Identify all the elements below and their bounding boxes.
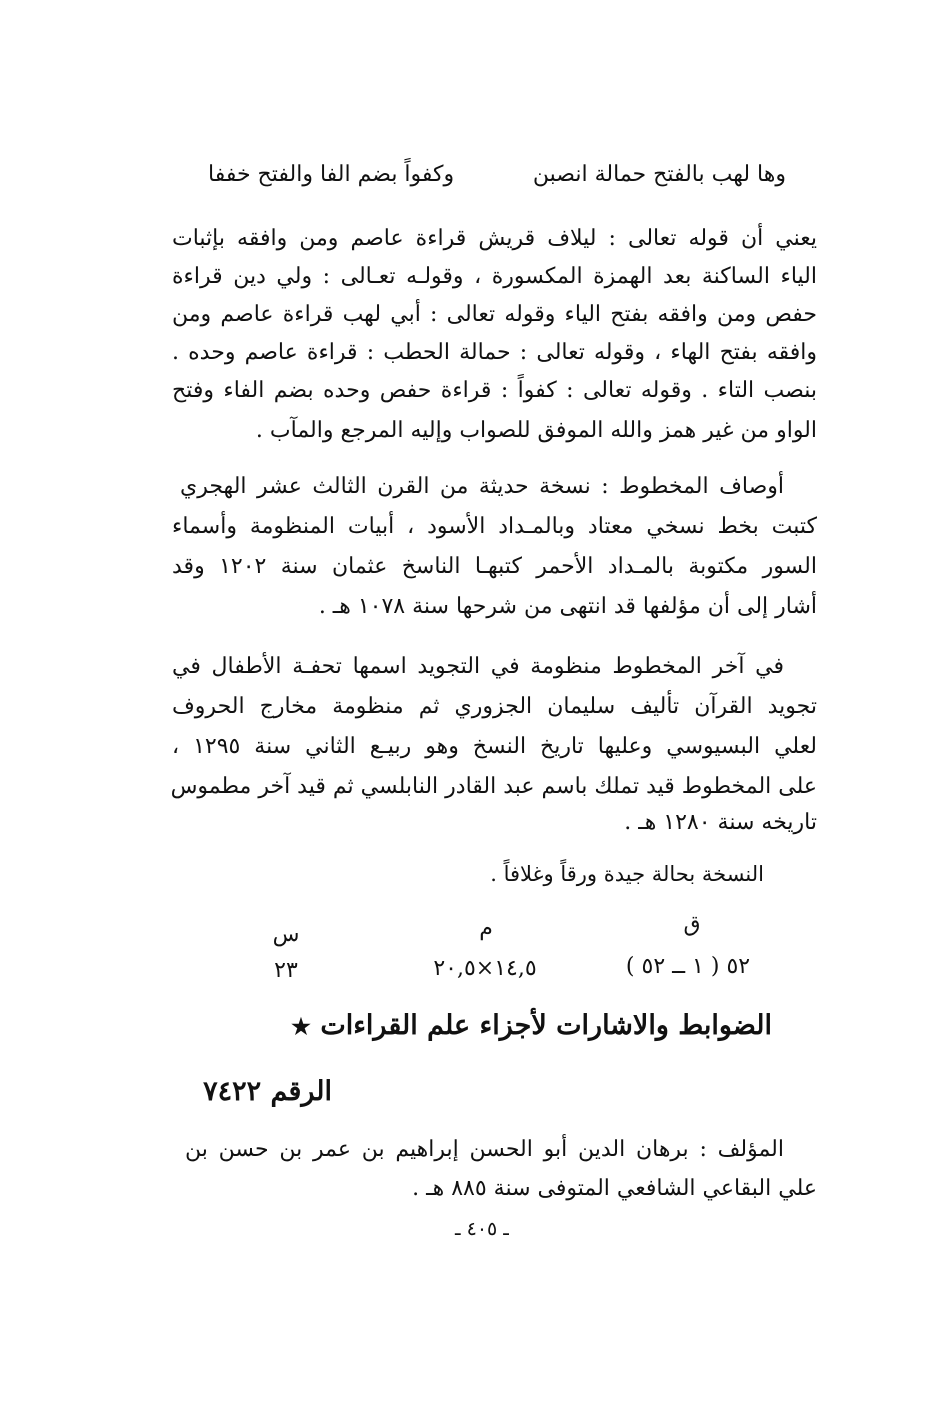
star-icon: ★ [291,1014,311,1040]
commentary-line: الياء الساكنة بعد الهمزة المكسورة ، وقولـه تعـالى : ولي دين قراءة [172,264,817,289]
entry-number: الرقم ٧٤٢٢ [203,1076,332,1107]
specs-header-pages: ق [683,912,701,937]
commentary-line: بنصب التاء . وقوله تعالى : كفواً : قراءة حفص وحده بضم الفاء وفتح [172,378,817,403]
description-line: كتبت بخط نسخي معتاد وبالمـداد الأسود ، أبيات المنظومة وأسماء [172,514,817,539]
condition-note: النسخة بحالة جيدة ورقاً وغلافاً . [490,862,764,886]
description-line: أشار إلى أن مؤلفها قد انتهى من شرحها سنة ١٠٧٨ هـ . [318,594,817,619]
end-note-line: في آخر المخطوط منظومة في التجويد اسمها تحفـة الأطفال في [172,654,784,679]
verse-left-hemistich: وكفواً بضم الفا والفتح خففا [208,162,455,187]
commentary-line: الواو من غير همز والله الموفق للصواب وإليه المرجع والمآب . [255,418,817,443]
page-number: ـ ٤٠٥ ـ [455,1218,509,1240]
entry-title [291,1010,772,1041]
end-note-line: تاريخه سنة ١٢٨٠ هـ . [624,810,817,835]
end-note-line: تجويد القرآن تأليف سليمان الجزوري ثم منظومة مخارج الحروف [172,694,817,719]
specs-header-lines: س [272,922,300,947]
description-line: السور مكتوبة بالمـداد الأحمر كتبهـا الناسخ عثمان سنة ١٢٠٢ وقد [172,554,817,579]
commentary-line: وافقه بفتح الهاء ، وقوله تعالى : حمالة الحطب : قراءة عاصم وحده . [172,340,818,365]
commentary-line: حفص ومن وافقه بفتح الياء وقوله تعالى : أبي لهب قراءة عاصم ومن [172,302,817,327]
author-line: علي البقاعي الشافعي المتوفى سنة ٨٨٥ هـ . [412,1176,817,1201]
specs-value-lines: ٢٣ [274,958,298,983]
commentary-line: يعني أن قوله تعالى : ليلاف قريش قراءة عاصم ومن وافقه بإثبات [172,226,817,251]
author-line: المؤلف : برهان الدين أبو الحسن إبراهيم بن عمر بن حسن بن [185,1137,784,1162]
description-line: أوصاف المخطوط : نسخة حديثة من القرن الثالث عشر الهجري [180,474,784,499]
entry-title-text: الضوابط والاشارات لأجزاء علم القراءات [320,1010,772,1041]
verse-right-hemistich: وها لهب بالفتح حمالة انصبن [532,162,786,187]
end-note-line: على المخطوط قيد تملك باسم عبد القادر النابلسي ثم قيد آخر مطموس [170,774,817,799]
specs-value-pages: ٥٢ ( ١ ــ ٥٢ ) [625,954,751,979]
end-note-line: لعلي البسيوسي وعليها تاريخ النسخ وهو ربيـع الثاني سنة ١٢٩٥ ، [172,734,818,759]
specs-header-size: م [479,916,493,941]
specs-value-size: ١٤,٥×٢٠,٥ [433,956,537,981]
